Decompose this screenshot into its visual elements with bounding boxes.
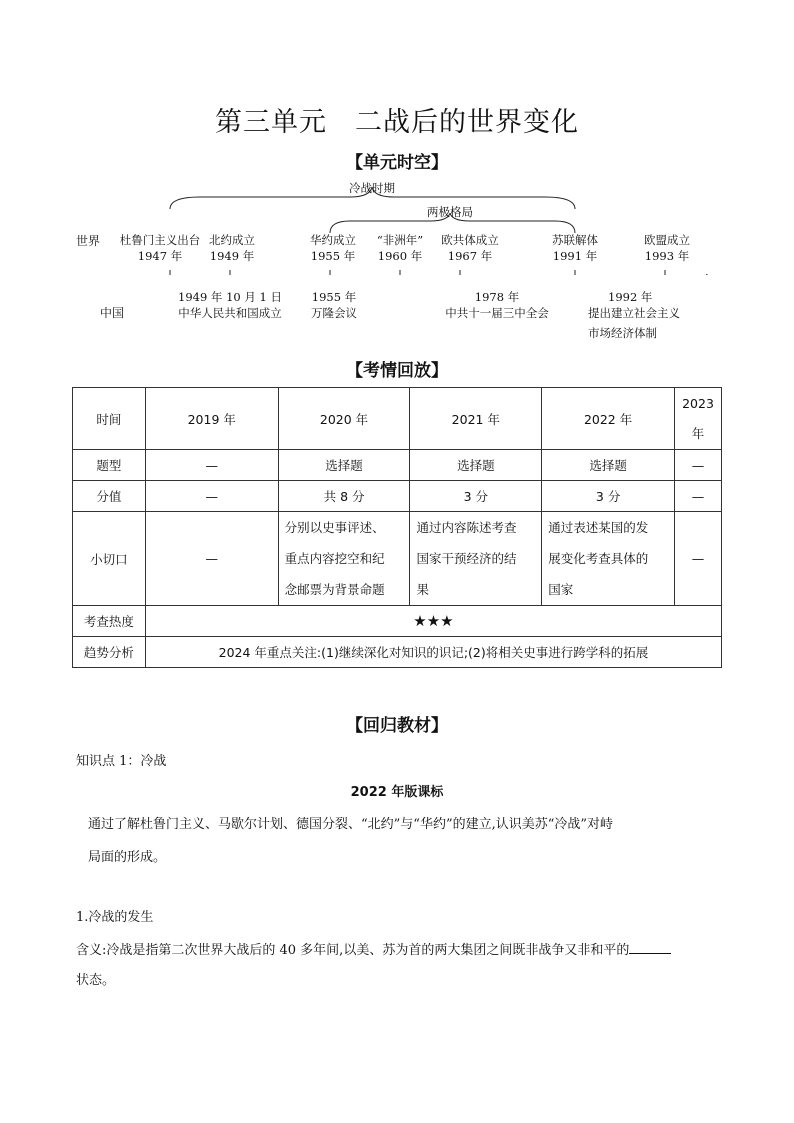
china-event: 1978 年 中共十一届三中全会 (445, 290, 549, 320)
world-event: 北约成立 1949 年 (209, 233, 255, 263)
table-cell: — (675, 450, 722, 481)
table-row-label: 小切口 (73, 512, 146, 606)
table-cell: — (145, 512, 278, 606)
table-row (73, 606, 722, 637)
world-event: 欧共体成立 1967 年 (441, 233, 499, 263)
table-cell: — (145, 481, 278, 512)
table-cell: — (675, 481, 722, 512)
cold-war-label: 冷战时期 (349, 181, 395, 195)
section-heading-exam: 【考情回放】 (346, 361, 448, 381)
table-header-row (73, 388, 722, 450)
table-cell: 通过表述某国的发 展变化考查具体的 国家 (542, 512, 675, 606)
table-row (73, 637, 722, 668)
table-cell: 2020 年 (278, 388, 410, 450)
china-event: 1949 年 10 月 1 日 中华人民共和国成立 (178, 290, 282, 320)
exam-review-table (72, 387, 722, 668)
table-cell: — (145, 450, 278, 481)
table-cell: 共 8 分 (278, 481, 410, 512)
table-row-label: 考查热度 (73, 606, 146, 637)
definition-line: 含义:冷战是指第二次世界大战后的 40 多年间,以美、苏为首的两大集团之间既非战争又非和平的 (76, 939, 671, 958)
table-cell: — (675, 512, 722, 606)
china-row-label: 中国 (100, 306, 125, 320)
standard-text-line: 局面的形成。 (88, 850, 167, 865)
world-event: 华约成立 1955 年 (310, 233, 356, 263)
subheading: 1.冷战的发生 (76, 910, 154, 925)
table-row-label: 题型 (73, 450, 146, 481)
table-cell: 通过内容陈述考查 国家干预经济的结 果 (410, 512, 542, 606)
table-cell: 选择题 (278, 450, 410, 481)
table-row-label: 分值 (73, 481, 146, 512)
timeline-ticks (170, 270, 665, 275)
trend-analysis: 2024 年重点关注:(1)继续深化对知识的识记;(2)将相关史事进行跨学科的拓展 (145, 637, 721, 668)
standard-text-line: 通过了解杜鲁门主义、马歇尔计划、德国分裂、“北约”与“华约”的建立,认识美苏“冷战”对峙 (88, 817, 614, 832)
world-event: 苏联解体 1991 年 (552, 233, 598, 263)
heat-rating: ★★★ (145, 606, 721, 637)
table-row (73, 512, 722, 606)
china-event: 1992 年 提出建立社会主义 市场经济体制 (588, 290, 680, 340)
bipolar-label: 两极格局 (427, 205, 473, 219)
table-row (73, 481, 722, 512)
world-event: 杜鲁门主义出台 1947 年 (119, 233, 201, 263)
table-cell: 2022 年 (542, 388, 675, 450)
table-cell: 2023 年 (675, 388, 722, 450)
section-heading-timeline: 【单元时空】 (346, 153, 448, 173)
page-title: 第三单元 二战后的世界变化 (215, 107, 579, 138)
table-cell: 分别以史事评述、 重点内容挖空和纪 念邮票为背景命题 (278, 512, 410, 606)
definition-line: 状态。 (76, 973, 116, 988)
table-row-label: 趋势分析 (73, 637, 146, 668)
section-heading-textbook: 【回归教材】 (346, 716, 448, 736)
world-event: “非洲年” 1960 年 (376, 233, 424, 263)
table-cell: 2021 年 (410, 388, 542, 450)
world-row-label: 世界 (76, 234, 101, 248)
table-cell: 3 分 (410, 481, 542, 512)
china-event: 1955 年 万隆会议 (311, 290, 357, 320)
table-cell: 选择题 (410, 450, 542, 481)
table-cell: 2019 年 (145, 388, 278, 450)
table-cell: 时间 (73, 388, 146, 450)
world-event: 欧盟成立 1993 年 (644, 233, 690, 263)
table-cell: 3 分 (542, 481, 675, 512)
table-cell: 选择题 (542, 450, 675, 481)
fill-in-blank (629, 941, 671, 954)
table-row (73, 450, 722, 481)
timeline-arrow (706, 274, 718, 275)
curriculum-standard-title: 2022 年版课标 (350, 785, 444, 800)
knowledge-point-heading: 知识点 1：冷战 (76, 754, 167, 769)
